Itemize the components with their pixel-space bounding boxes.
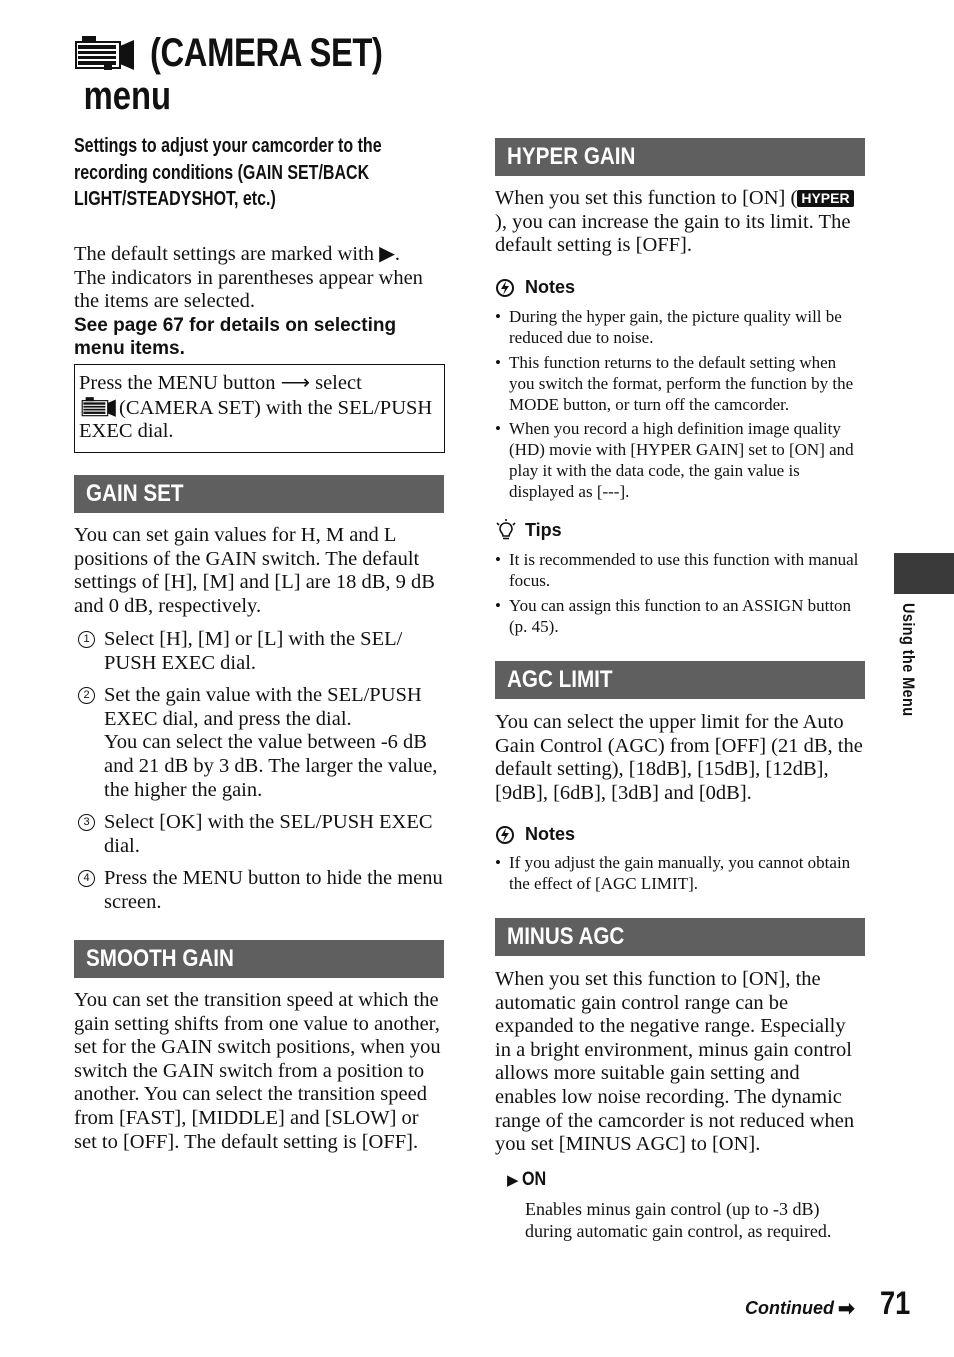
camera-set-icon — [79, 396, 119, 418]
smooth-gain-body: You can set the transition speed at which the gain setting shifts from one value to another, set for the GAIN switch positions, when you switch the GAIN switch from a position to another. You can select the transition speed from [FAST], [MIDDLE] and [SLOW] or set to [OFF]. The default setting is [OFF]. — [74, 989, 441, 1153]
indicators-note: The indicators in parentheses appear when the items are selected. — [74, 266, 423, 313]
hyper-gain-notes-header — [495, 277, 575, 298]
notes-icon — [495, 278, 515, 298]
smooth-gain-heading-text: SMOOTH GAIN — [86, 945, 234, 972]
intro-text — [74, 243, 446, 314]
minus-agc-heading-text: MINUS AGC — [507, 923, 625, 950]
gain-set-heading-text: GAIN SET — [86, 480, 184, 507]
continued-indicator — [745, 1296, 855, 1321]
subtitle-line: LIGHT/STEADYSHOT, etc.) — [74, 188, 276, 210]
minus-agc-heading — [495, 918, 865, 956]
menu-instruction-part2: select — [315, 372, 362, 394]
page-title — [74, 28, 434, 78]
notes-icon — [495, 825, 515, 845]
tip-item: • It is recommended to use this function with manual focus. — [495, 549, 863, 591]
note-item: • When you record a high definition image quality (HD) movie with [HYPER GAIN] set to [ON] and play it with the data code, the gain value is displayed as [---]. — [495, 418, 863, 502]
notes-label: Notes — [525, 824, 576, 844]
page-title-line2: menu — [83, 74, 172, 118]
side-tab-label — [898, 603, 918, 737]
menu-instruction-box — [74, 364, 445, 453]
menu-instruction-part3: (CAMERA SET) with the SEL/PUSH EXEC dial. — [79, 396, 433, 443]
agc-limit-heading — [495, 661, 865, 699]
hyper-gain-tips-header — [495, 519, 562, 541]
minus-agc-option-desc: Enables minus gain control (up to -3 dB) during automatic gain control, as required. — [525, 1199, 832, 1241]
minus-agc-option — [507, 1169, 550, 1191]
hyper-gain-tips — [495, 549, 863, 640]
hyper-gain-notes — [495, 306, 863, 506]
note-item: • If you adjust the gain manually, you cannot obtain the effect of [AGC LIMIT]. — [495, 852, 863, 894]
step-item — [74, 684, 446, 802]
arrow-right-icon: ⟶ — [280, 372, 310, 394]
default-note: The default settings are marked with ▶. — [74, 243, 401, 265]
note-item: • During the hyper gain, the picture quality will be reduced due to noise. — [495, 306, 863, 348]
arrow-right-icon: ➡ — [837, 1298, 855, 1320]
notes-label: Notes — [525, 277, 576, 297]
continued-label: Continued — [745, 1298, 834, 1318]
lightbulb-icon — [495, 519, 517, 541]
tip-item: • You can assign this function to an ASSIGN button (p. 45). — [495, 595, 863, 637]
agc-limit-notes — [495, 852, 863, 898]
agc-limit-notes-header — [495, 824, 575, 845]
subtitle-line: Settings to adjust your camcorder to the — [74, 135, 382, 157]
tips-label: Tips — [525, 519, 562, 540]
agc-limit-body: You can select the upper limit for the Auto Gain Control (AGC) from [OFF] (21 dB, the default setting), [18dB], [15dB], [12dB], [9dB], [6dB], [3dB] and [0dB]. — [495, 711, 863, 804]
default-marker-icon: ▶ — [507, 1172, 519, 1189]
section-subtitle — [74, 133, 514, 213]
side-tab-label-text: Using the Menu — [899, 603, 918, 717]
gain-set-steps — [74, 628, 446, 924]
step-item — [74, 867, 446, 914]
menu-instruction-part1: Press the MENU button — [79, 372, 276, 394]
step-number: 1 — [78, 631, 95, 648]
step-text: Select [OK] with the SEL/PUSH EXEC dial. — [104, 811, 433, 857]
step-item — [74, 628, 446, 675]
title-text: (CAMERA SET) — [150, 31, 383, 75]
option-label: ON — [521, 1169, 546, 1190]
minus-agc-body: When you set this function to [ON], the automatic gain control range can be expanded to the negative range. Especially in a bright environment, minus gain control allows more suitable gain setting and enables low noise recording. The dynamic range of the camcorder is not reduced when you set [MINUS AGC] to [ON]. — [495, 968, 855, 1156]
note-item: • This function returns to the default setting when you switch the format, perform the function by the MODE button, or turn off the camcorder. — [495, 352, 863, 415]
gain-set-heading — [74, 475, 444, 513]
hyper-gain-heading — [495, 138, 865, 176]
page-number: 71 — [880, 1285, 911, 1321]
step-text: Set the gain value with the SEL/PUSH EXEC dial, and press the dial. — [104, 684, 422, 730]
step-number: 2 — [78, 687, 95, 704]
hyper-gain-body-part1: When you set this function to [ON] ( — [495, 187, 798, 209]
step-number: 3 — [78, 814, 95, 831]
hyper-gain-body-part2: ), you can increase the gain to its limit. The default setting is [OFF]. — [495, 210, 851, 257]
step-text: Press the MENU button to hide the menu screen. — [104, 867, 443, 913]
subtitle-line: recording conditions (GAIN SET/BACK — [74, 161, 370, 184]
step-number: 4 — [78, 870, 95, 887]
hyper-gain-body — [495, 187, 865, 258]
step-text: Select [H], [M] or [L] with the SEL/ PUSH EXEC dial. — [104, 628, 403, 674]
agc-limit-heading-text: AGC LIMIT — [507, 666, 613, 693]
step-extra: You can select the value between -6 dB and 21 dB by 3 dB. The larger the value, the higher the gain. — [104, 731, 438, 801]
gain-set-body: You can set gain values for H, M and L positions of the GAIN switch. The default settings of [H], [M] and [L] are 18 dB, 9 dB and 0 dB, respectively. — [74, 524, 435, 617]
camera-set-icon — [74, 34, 136, 72]
smooth-gain-heading — [74, 940, 444, 978]
hyper-gain-heading-text: HYPER GAIN — [507, 143, 636, 170]
step-item — [74, 811, 446, 858]
hyper-badge-icon: HYPER — [797, 190, 853, 207]
see-page-note: See page 67 for details on selecting menu items. — [74, 315, 397, 359]
side-tab-marker — [894, 553, 954, 594]
